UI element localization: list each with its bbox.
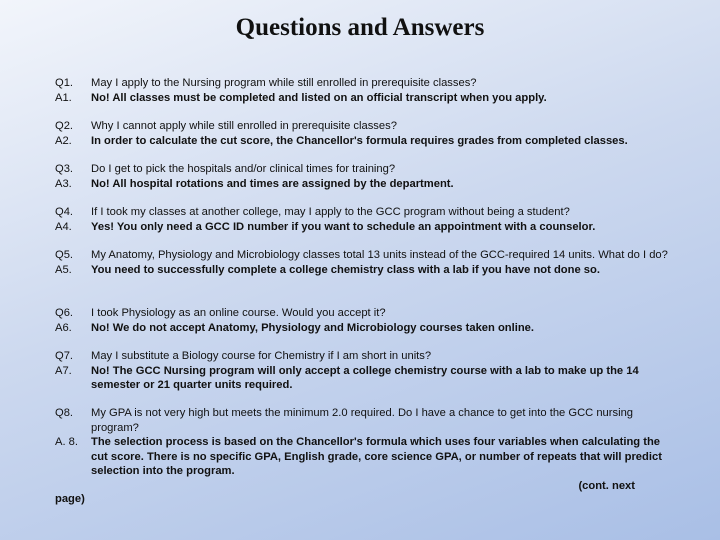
question-text: Why I cannot apply while still enrolled in prerequisite classes? <box>91 120 397 132</box>
qa-item-5 <box>55 248 675 277</box>
continued-note-tail: page) <box>55 493 85 505</box>
question-label: Q6. <box>55 307 74 319</box>
qa-item-3 <box>55 162 675 191</box>
qa-item-6 <box>55 306 675 335</box>
question-text: Do I get to pick the hospitals and/or clinical times for training? <box>91 163 396 175</box>
question-text: I took Physiology as an online course. Would you accept it? <box>91 307 386 319</box>
answer-text: Yes! You only need a GCC ID number if you want to schedule an appointment with a counselor. <box>91 220 596 233</box>
question-text: My GPA is not very high but meets the minimum 2.0 required. Do I have a chance to get into the GCC nursing program? <box>91 407 634 434</box>
answer-text: The selection process is based on the Chancellor's formula which uses four variables when calculating the cut score. There is no specific GPA, English grade, core science GPA, or number of repeats that will predict selection into the program. <box>91 436 662 477</box>
question-label: Q2. <box>55 120 74 132</box>
continued-note: (cont. next <box>578 479 635 492</box>
question-text: May I apply to the Nursing program while still enrolled in prerequisite classes? <box>91 77 477 89</box>
question-label: Q3. <box>55 163 74 175</box>
question-text: My Anatomy, Physiology and Microbiology classes total 13 units instead of the GCC-required 14 units. What do I do? <box>91 249 668 261</box>
page-title: Questions and Answers <box>235 14 485 41</box>
question-label: Q4. <box>55 206 74 218</box>
qa-item-1 <box>55 76 675 105</box>
answer-text: No! The GCC Nursing program will only accept a college chemistry course with a lab to make up the 14 semester or 21 quarter units required. <box>91 364 639 391</box>
answer-label: A7. <box>55 364 72 377</box>
answer-text: No! All hospital rotations and times are assigned by the department. <box>91 177 454 190</box>
qa-item-7 <box>55 349 675 393</box>
question-label: Q5. <box>55 249 74 261</box>
question-label: Q7. <box>55 350 74 362</box>
question-text: May I substitute a Biology course for Chemistry if I am short in units? <box>91 350 432 362</box>
answer-text: No! All classes must be completed and listed on an official transcript when you apply. <box>91 91 547 104</box>
answer-text: You need to successfully complete a college chemistry class with a lab if you have not done so. <box>91 263 600 276</box>
qa-item-8 <box>55 406 675 493</box>
question-label: Q8. <box>55 407 74 419</box>
answer-label: A3. <box>55 177 72 190</box>
answer-label: A2. <box>55 134 72 147</box>
qa-item-2 <box>55 119 675 148</box>
question-label: Q1. <box>55 77 74 89</box>
answer-text: In order to calculate the cut score, the Chancellor's formula requires grades from completed classes. <box>91 134 628 147</box>
qa-item-4 <box>55 205 675 234</box>
answer-label: A5. <box>55 263 72 276</box>
answer-label: A1. <box>55 91 72 104</box>
answer-text: No! We do not accept Anatomy, Physiology and Microbiology courses taken online. <box>91 321 535 334</box>
answer-label: A4. <box>55 220 72 233</box>
question-text: If I took my classes at another college, may I apply to the GCC program without being a student? <box>91 206 570 218</box>
answer-label: A. 8. <box>55 436 79 448</box>
answer-label: A6. <box>55 321 72 334</box>
